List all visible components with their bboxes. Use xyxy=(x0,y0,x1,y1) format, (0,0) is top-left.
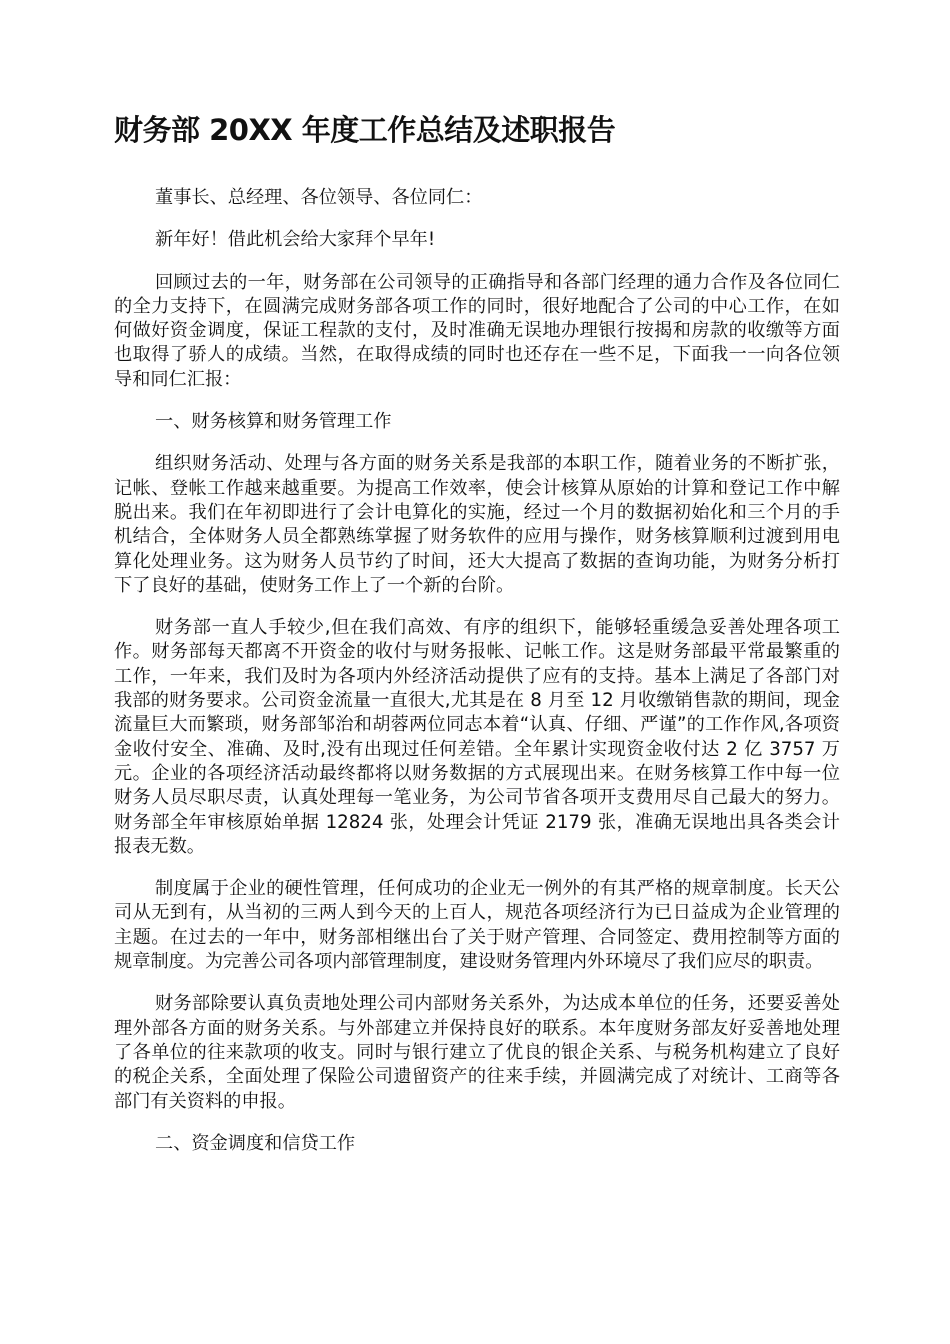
greeting: 新年好！借此机会给大家拜个早年! xyxy=(155,229,436,251)
section-1-heading: 一、财务核算和财务管理工作 xyxy=(155,411,392,433)
section-1-paragraph-1: 组织财务活动、处理与各方面的财务关系是我部的本职工作，随着业务的不断扩张，记帐、登帐工作越来越重要。为提高工作效率，使会计核算从原始的计算和登记工作中解脱出来。我们在年初即进行了会计电算化的实施，经过一个月的数据初始化和三个月的手机结合，全体财务人员全都熟练掌握了财务软件的应用与操作，财务核算顺利过渡到用电算化处理业务。这为财务人员节约了时间，还大大提高了数据的查询功能，为财务分析打下了良好的基础，使财务工作上了一个新的台阶。 xyxy=(114,453,840,596)
section-1-paragraph-4: 财务部除要认真负责地处理公司内部财务关系外，为达成本单位的任务，还要妥善处理外部各方面的财务关系。与外部建立并保持良好的联系。本年度财务部友好妥善地处理了各单位的往来款项的收支。同时与银行建立了优良的银企关系、与税务机构建立了良好的税企关系，全面处理了保险公司遗留资产的往来手续，并圆满完成了对统计、工商等各部门有关资料的申报。 xyxy=(114,993,840,1112)
section-2-heading: 二、资金调度和信贷工作 xyxy=(155,1132,356,1154)
section-1-paragraph-2: 财务部一直人手较少,但在我们高效、有序的组织下，能够轻重缓急妥善处理各项工作。财务部每天都离不开资金的收付与财务报帐、记帐工作。这是财务部最平常最繁重的工作，一年来，我们及时为各项内外经济活动提供了应有的支持。基本上满足了各部门对我部的财务要求。公司资金流量一直很大,尤其是在 8 月至 12 月收缴销售款的期间，现金流量巨大而繁琐，财务部邹治和胡蓉两位同志本着“认真、仔细、严谨”的工作作风,各项资金收付安全、准确、及时,没有出现过任何差错。全年累计实现资金收付达 2 亿 3757 万元。企业的各项经济活动最终都将以财务数据的方式展现出来。在财务核算工作中每一位财务人员尽职尽责，认真处理每一笔业务，为公司节省各项开支费用尽自己最大的努力。财务部全年审核原始单据 12824 张，处理会计凭证 2179 张，准确无误地出具各类会计报表无数。 xyxy=(114,617,840,857)
document-page xyxy=(114,110,840,1174)
salutation: 董事长、总经理、各位领导、各位同仁： xyxy=(155,187,483,208)
intro-paragraph: 回顾过去的一年，财务部在公司领导的正确指导和各部门经理的通力合作及各位同仁的全力支持下，在圆满完成财务部各项工作的同时，很好地配合了公司的中心工作，在如何做好资金调度，保证工程款的支付，及时准确无误地办理银行按揭和房款的收缴等方面也取得了骄人的成绩。当然，在取得成绩的同时也还存在一些不足，下面我一一向各位领导和同仁汇报： xyxy=(114,271,840,390)
document-title: 财务部 20XX 年度工作总结及述职报告 xyxy=(114,113,616,147)
section-1-paragraph-3: 制度属于企业的硬性管理，任何成功的企业无一例外的有其严格的规章制度。长天公司从无到有，从当初的三两人到今天的上百人，规范各项经济行为已日益成为企业管理的主题。在过去的一年中，财务部相继出台了关于财产管理、合同签定、费用控制等方面的规章制度。为完善公司各项内部管理制度，建设财务管理内外环境尽了我们应尽的职责。 xyxy=(114,878,840,973)
